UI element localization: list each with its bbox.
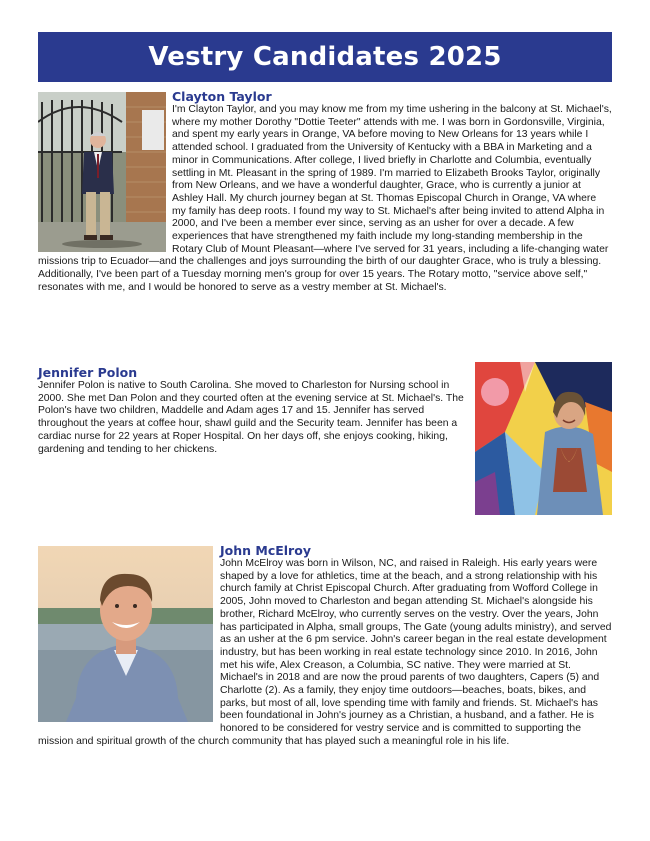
page-title-banner [38, 32, 612, 82]
candidate-clayton-taylor [38, 90, 612, 295]
candidate-jennifer-polon [38, 366, 612, 517]
john-mcelroy-photo [38, 546, 213, 722]
candidate-name: John McElroy [220, 543, 311, 558]
candidate-john-mcelroy [38, 544, 612, 749]
page-title: Vestry Candidates 2025 [148, 42, 502, 72]
candidate-bio: Jennifer Polon is native to South Carolina. She moved to Charleston for Nursing school in 2000. She met Dan Polon and they courted often at the evening service at St. Michael's. The Polon's have two children, Maddelle and Adam ages 17 and 15. Jennifer has served throughout the years at coffee hour, shawl guild and the Security team. Jennifer has been a cardiac nurse for 22 years at Roper Hospital. On her days off, she enjoys cooking, hiking, gardening and tending to her chickens. [38, 380, 464, 455]
clayton-taylor-photo [38, 92, 166, 252]
candidate-bio: John McElroy was born in Wilson, NC, and raised in Raleigh. His early years were shaped by a love for athletics, time at the beach, and a strong relationship with his church family at Christ Episcopal Church. After graduating from Wofford College in 2005, John moved to Charleston and began attending St. Michael's alongside his brother, Richard McElroy, who currently serves on the vestry. Over the years, John has participated in Alpha, small groups, The Gate (young adults ministry), and served as an usher at the 6 pm service. John's career began in the real estate development industry, but has been working in real estate technology since 2010. In 2016, John met his wife, Alex Creason, a Columbia, SC native. They were married at St. Michael's in 2018 and are now the proud parents of two daughters, Capers (5) and Charlotte (2). As a family, they enjoy time outdoors—beaches, boats, bikes, and parks, but most of all, love spending time with family and friends. St. Michael's has been foundational in John's journey as a Christian, a husband, and a father. He is honored to be considered for vestry service and is committed to supporting the mission and spiritual growth of the church community that has played such a meaningful role in his life. [38, 558, 612, 747]
jennifer-polon-photo [475, 362, 612, 515]
candidate-name: Jennifer Polon [38, 365, 138, 380]
candidate-bio: I'm Clayton Taylor, and you may know me from my time ushering in the balcony at St. Michael's, where my mother Dorothy "Dottie Teeter" attends with me. I was born in Gordonsville, Virginia, and spent my early years in Orange, VA before moving to New Orleans for 13 years while I attended school. I graduated from the University of Kentucky with a BBA in Marketing and a minor in Communications. After college, I lived briefly in Charlotte and Columbia, eventually settling in Mt. Pleasant in the spring of 1989. I'm married to Elizabeth Brooks Taylor, originally from New Orleans, and we have a wonderful daughter, Grace, who is currently a junior at Ashley Hall. My church journey began at St. Thomas Episcopal Church in Orange, VA where my family has deep roots. I found my way to St. Michael's after being invited to attend Alpha in 2000, and I've been a member ever since, serving as an usher for over a decade. A few experiences that have strengthened my faith include my long-standing membership in the Rotary Club of Mount Pleasant—where I've served for 31 years, including a life-changing water missions trip to Ecuador—and the challenges and joys surrounding the birth of our daughter Grace, who is truly a blessing. Additionally, I've been part of a Tuesday morning men's group for over 15 years. The Rotary motto, "service above self," resonates with me, and I would be honored to serve as a vestry member at St. Michael's. [38, 104, 612, 293]
candidate-name: Clayton Taylor [172, 89, 272, 104]
